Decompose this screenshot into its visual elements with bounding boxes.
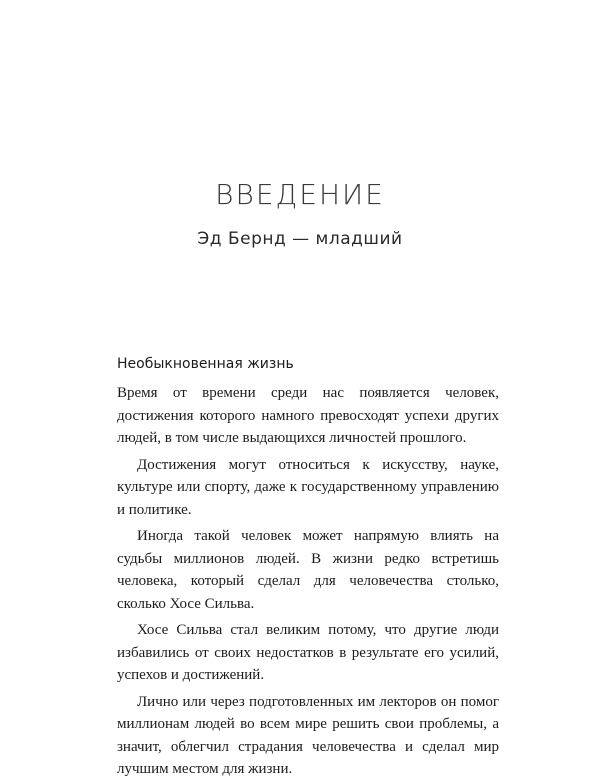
paragraph: Достижения могут относиться к искусству, науке, культуре или спорту, даже к государственному управлению и политике.	[117, 456, 499, 518]
paragraph: Иногда такой человек может напрямую влиять на судьбы миллионов людей. В жизни редко встретишь человека, который сделал для человечества столько, сколько Хосе Сильва.	[117, 528, 499, 612]
chapter-title: ВВЕДЕНИЕ	[215, 178, 385, 211]
chapter-body	[117, 354, 499, 781]
paragraph: Лично или через подготовленных им лекторов он помог миллионам людей во всем мире решить свои проблемы, а значит, облегчил страдания человечества и сделал мир лучшим местом для жизни.	[117, 693, 499, 777]
section-heading: Необыкновенная жизнь	[117, 356, 294, 372]
paragraph: Время от времени среди нас появляется человек, достижения которого намного превосходят успехи других людей, в том числе выдающихся личностей прошлого.	[117, 385, 499, 446]
chapter-author: Эд Бернд — младший	[197, 229, 403, 249]
paragraph: Хосе Сильва стал великим потому, что другие люди избавились от своих недостатков в результате его усилий, успехов и достижений.	[117, 622, 499, 683]
